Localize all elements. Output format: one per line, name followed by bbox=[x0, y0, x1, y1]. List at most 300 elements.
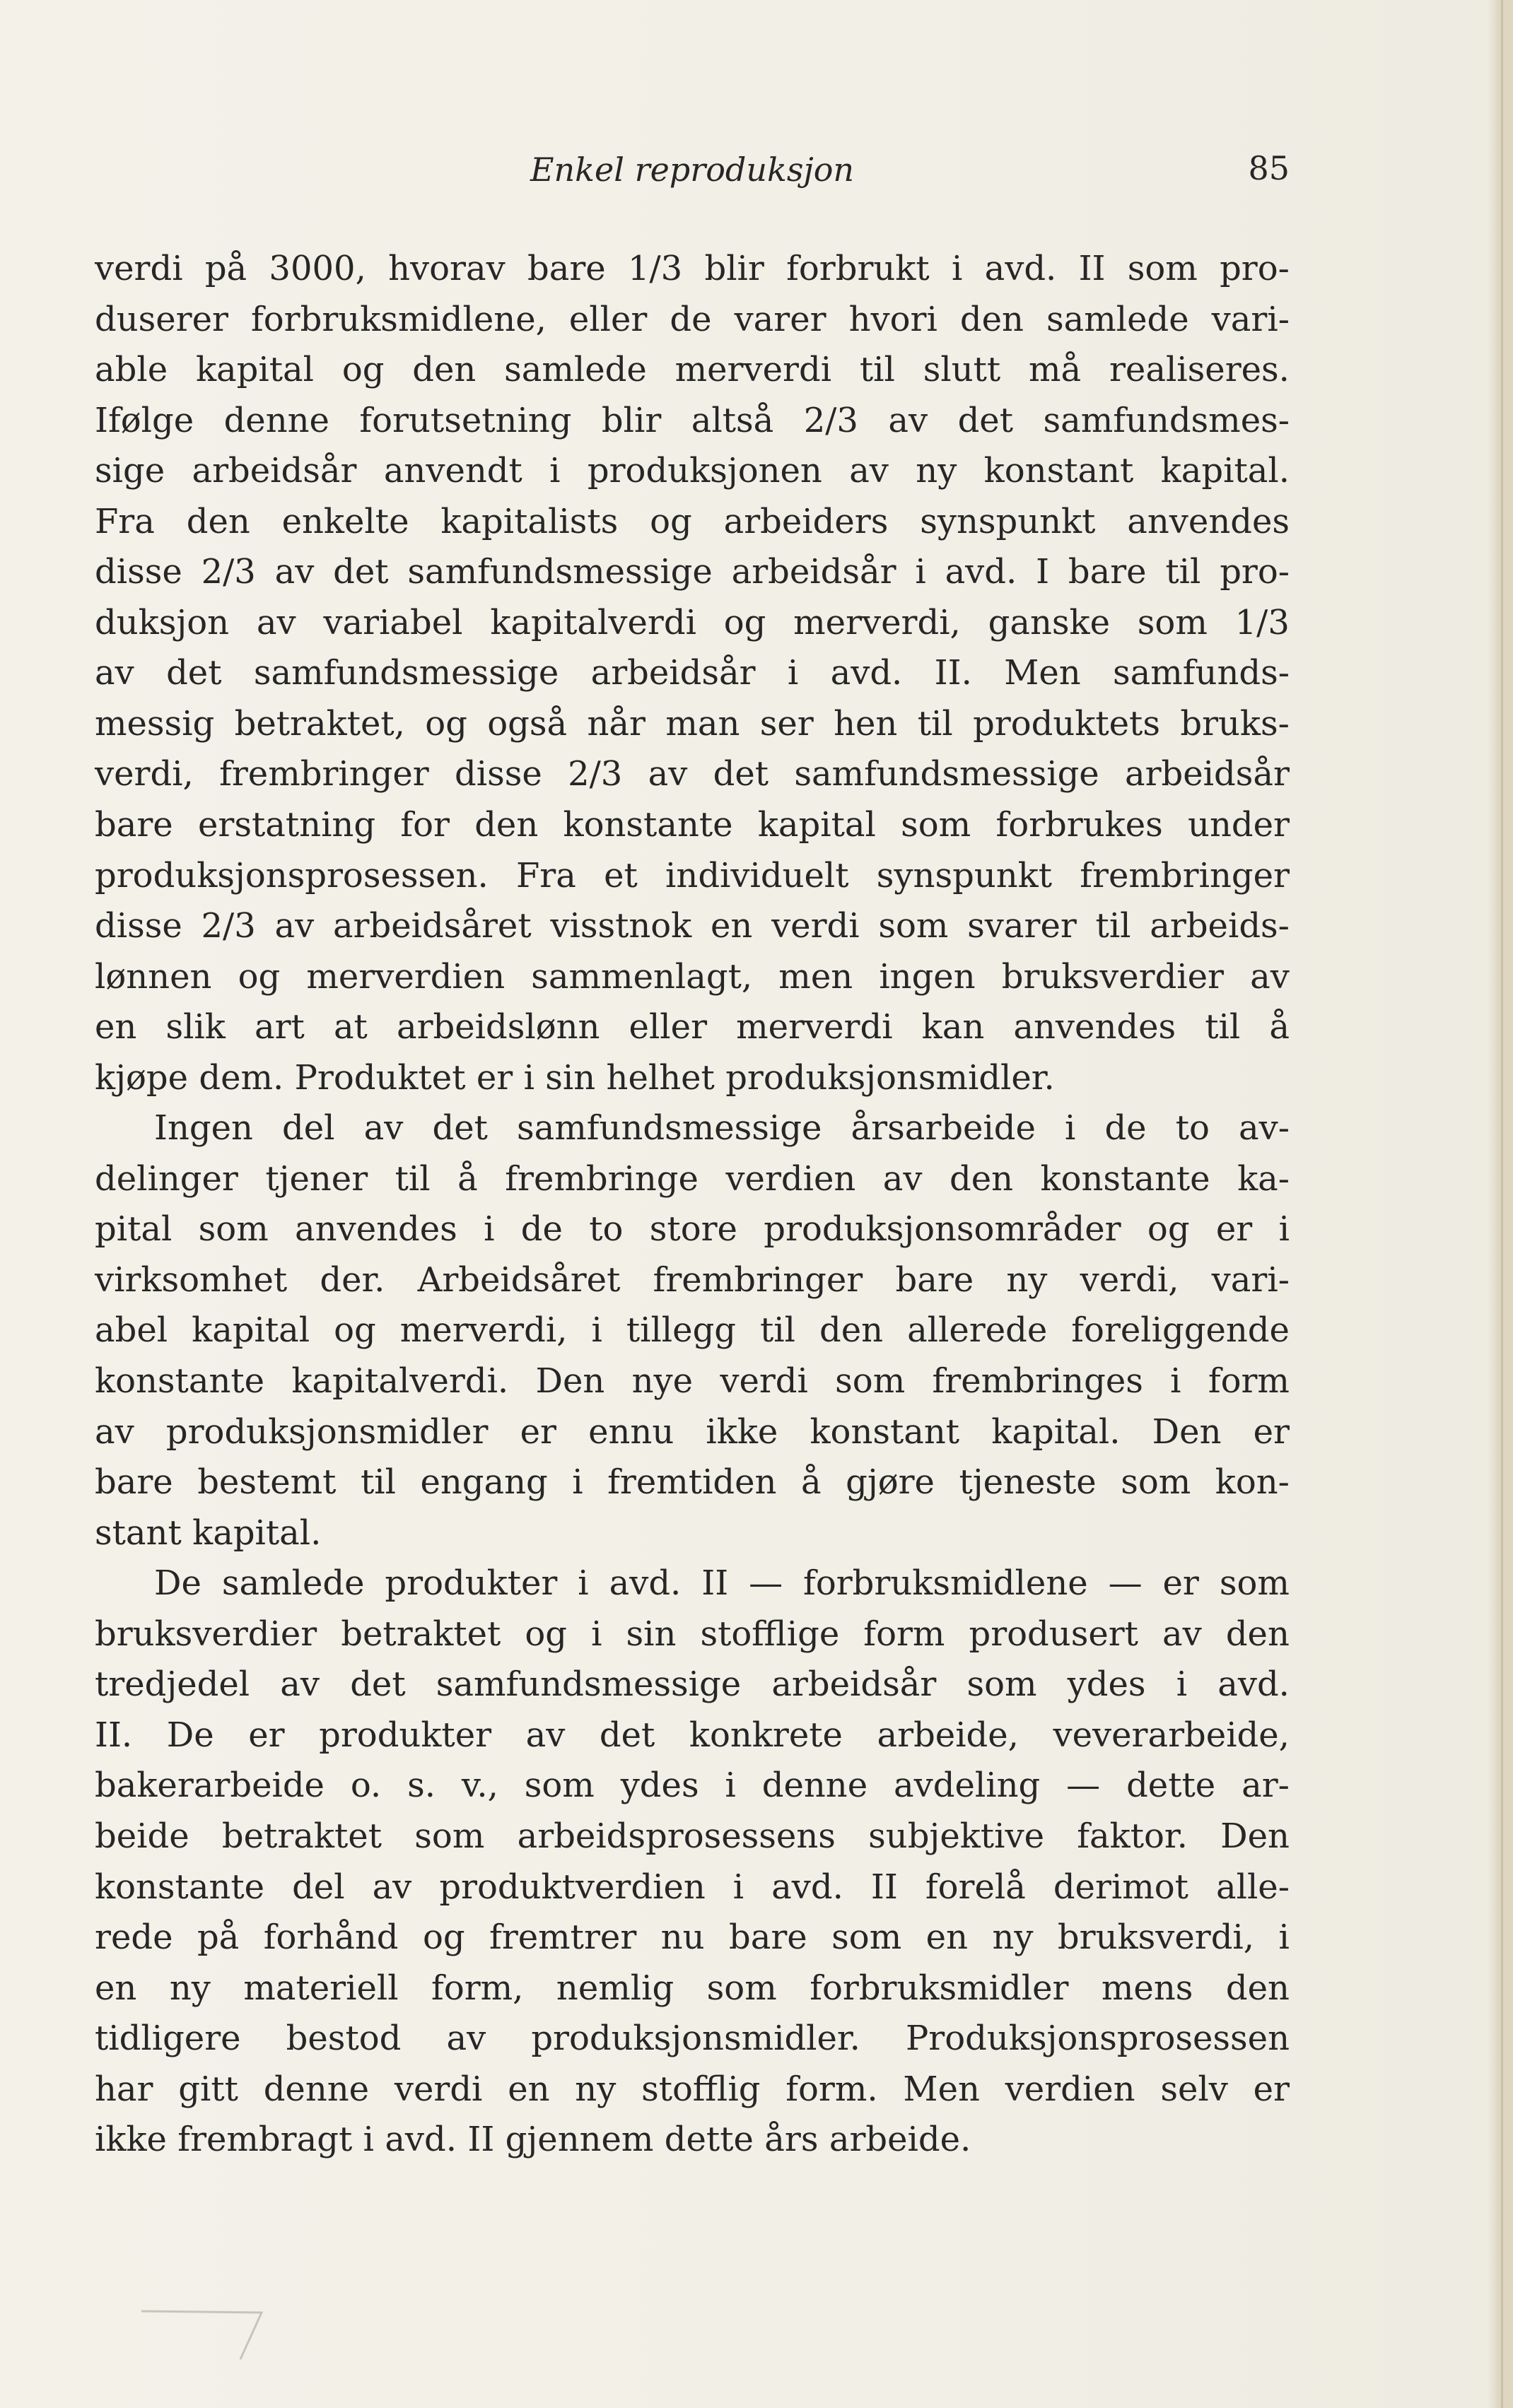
word: i bbox=[725, 1766, 736, 1806]
text-line bbox=[95, 699, 1290, 750]
word: alle- bbox=[1215, 1867, 1290, 1907]
word: vari- bbox=[1211, 1259, 1290, 1300]
word: stant bbox=[95, 1513, 182, 1553]
word: stofflig bbox=[641, 2069, 761, 2109]
word: sige bbox=[95, 451, 165, 491]
word: bruksverdier bbox=[1001, 956, 1224, 997]
word: fremtiden bbox=[607, 1462, 777, 1503]
word: kjøpe bbox=[95, 1057, 188, 1098]
word: i bbox=[1170, 1361, 1181, 1402]
word: som bbox=[706, 1968, 777, 2008]
text-line bbox=[95, 244, 1290, 295]
word: produkter bbox=[385, 1563, 558, 1604]
word: det bbox=[713, 754, 769, 794]
word: verdi bbox=[394, 2069, 483, 2109]
word: lønnen bbox=[95, 956, 212, 997]
word: allerede bbox=[907, 1310, 1048, 1351]
word: den bbox=[959, 299, 1024, 339]
word: produktets bbox=[973, 703, 1160, 744]
word: ganske bbox=[988, 602, 1110, 642]
word: betraktet bbox=[341, 1614, 501, 1654]
word: Den bbox=[1220, 1816, 1290, 1856]
word: Ifølge bbox=[95, 400, 194, 440]
word: og bbox=[425, 703, 467, 744]
word: verdi bbox=[771, 906, 860, 946]
word: Fra bbox=[515, 855, 576, 895]
word: man bbox=[665, 703, 740, 744]
word: er bbox=[1253, 1411, 1290, 1452]
word: kapital. bbox=[991, 1411, 1121, 1452]
word: kapital. bbox=[1160, 451, 1290, 491]
word: merverdi bbox=[674, 350, 832, 390]
word: realiseres. bbox=[1109, 350, 1290, 390]
word: av bbox=[882, 1158, 923, 1199]
word: gjennem bbox=[505, 2120, 654, 2160]
text-line bbox=[95, 1508, 1290, 1559]
word: produkter bbox=[319, 1715, 492, 1755]
word: kon- bbox=[1215, 1462, 1290, 1503]
word: de bbox=[670, 299, 712, 339]
page-edge-shadow bbox=[1488, 0, 1513, 2408]
word: og bbox=[1147, 1209, 1190, 1250]
word: som bbox=[835, 1361, 906, 1402]
word: konkrete bbox=[689, 1715, 843, 1755]
word: frembringer bbox=[1080, 855, 1290, 895]
word: avd. bbox=[1217, 1664, 1290, 1705]
word: konstante bbox=[95, 1361, 265, 1402]
word: avd. bbox=[984, 249, 1057, 288]
text-line bbox=[95, 2115, 1290, 2166]
word: ingen bbox=[879, 956, 976, 997]
word: å bbox=[1269, 1007, 1290, 1047]
word: 2/3 bbox=[803, 400, 858, 440]
word: på bbox=[204, 249, 247, 288]
word: bare bbox=[895, 1259, 974, 1300]
word: verdien bbox=[725, 1158, 856, 1199]
word: av bbox=[274, 906, 315, 946]
word: i bbox=[572, 1462, 583, 1503]
word: betraktet bbox=[221, 1816, 382, 1856]
word: arbeidsår bbox=[771, 1664, 937, 1705]
word: arbeids- bbox=[1150, 906, 1290, 946]
text-line bbox=[95, 547, 1290, 598]
word: disse bbox=[95, 552, 182, 592]
word: bruksverdi, bbox=[1057, 1917, 1255, 1958]
word: altså bbox=[691, 400, 774, 440]
word: dette bbox=[664, 2120, 754, 2160]
word: stofflige bbox=[700, 1614, 840, 1654]
word: forbrukt bbox=[786, 249, 930, 288]
text-line bbox=[95, 345, 1290, 396]
word: — bbox=[749, 1563, 783, 1604]
word: avdeling bbox=[894, 1766, 1041, 1806]
text-line bbox=[95, 648, 1290, 699]
word: kan bbox=[921, 1007, 985, 1047]
word: selv bbox=[1160, 2069, 1228, 2109]
word: den bbox=[474, 805, 539, 845]
word: 2/3 bbox=[201, 552, 256, 592]
word: engang bbox=[420, 1462, 548, 1503]
word: arbeidsår bbox=[731, 552, 896, 592]
word: beide bbox=[95, 1816, 189, 1856]
word: II bbox=[701, 1563, 729, 1604]
word: den bbox=[412, 350, 477, 390]
word: ny bbox=[992, 1917, 1034, 1958]
word: til bbox=[1205, 1007, 1241, 1047]
word: samfundsmessige bbox=[407, 552, 713, 592]
word: arbeide, bbox=[877, 1715, 1019, 1755]
word: som bbox=[966, 1664, 1037, 1705]
word: som bbox=[1137, 602, 1208, 642]
word: årsarbeide bbox=[851, 1108, 1036, 1149]
word: verdien bbox=[1005, 2069, 1135, 2109]
word: på bbox=[197, 1917, 240, 1958]
running-title: Enkel reproduksjon bbox=[530, 151, 855, 189]
word: slik bbox=[165, 1007, 226, 1047]
word: synspunkt bbox=[876, 855, 1053, 895]
pencil-mark bbox=[127, 2276, 297, 2361]
word: i bbox=[787, 653, 799, 693]
text-line bbox=[95, 1154, 1290, 1205]
word: å bbox=[457, 1158, 478, 1199]
text-line bbox=[95, 1204, 1290, 1255]
text-line bbox=[95, 749, 1290, 800]
word: i bbox=[484, 1209, 495, 1250]
word: konstante bbox=[563, 805, 733, 845]
word: produksjonsområder bbox=[764, 1209, 1121, 1250]
word: hen bbox=[834, 703, 898, 744]
text-line bbox=[95, 1862, 1290, 1913]
text-line bbox=[95, 396, 1290, 447]
word: kapital bbox=[757, 805, 876, 845]
word: som bbox=[414, 1816, 485, 1856]
word: arbeidsår bbox=[590, 653, 756, 693]
word: art bbox=[254, 1007, 305, 1047]
word: avd. bbox=[385, 2120, 457, 2160]
word: og bbox=[422, 1917, 465, 1958]
word: avd. bbox=[609, 1563, 682, 1604]
word: visstnok bbox=[550, 906, 692, 946]
word: dette bbox=[1126, 1766, 1216, 1806]
word: slutt bbox=[923, 350, 1001, 390]
word: i bbox=[915, 552, 926, 592]
word: som bbox=[1219, 1563, 1290, 1604]
word: det bbox=[333, 552, 389, 592]
word: i bbox=[1064, 1108, 1076, 1149]
text-line bbox=[95, 1457, 1290, 1508]
word: gitt bbox=[178, 2069, 238, 2109]
word: de bbox=[520, 1209, 563, 1250]
word: er bbox=[476, 1057, 513, 1098]
word: samfundsmes- bbox=[1043, 400, 1290, 440]
text-line bbox=[95, 1002, 1290, 1053]
word: v., bbox=[461, 1766, 498, 1806]
word: verdi bbox=[720, 1361, 808, 1402]
word: samlede bbox=[504, 350, 647, 390]
word: pital bbox=[95, 1209, 173, 1250]
word: i bbox=[578, 1563, 589, 1604]
word: hvorav bbox=[388, 249, 506, 288]
word: som bbox=[1121, 1462, 1191, 1503]
word: samlede bbox=[221, 1563, 365, 1604]
word: bruksverdier bbox=[95, 1614, 317, 1654]
word: til bbox=[859, 350, 895, 390]
word: til bbox=[395, 1158, 431, 1199]
text-line bbox=[95, 497, 1290, 548]
word: av bbox=[274, 552, 315, 592]
word: Produksjonsprosessen bbox=[905, 2019, 1290, 2059]
word: verdi, bbox=[95, 754, 194, 794]
word: når bbox=[587, 703, 645, 744]
word: faktor. bbox=[1077, 1816, 1188, 1856]
word: hvori bbox=[848, 299, 937, 339]
word: merverdi bbox=[736, 1007, 893, 1047]
word: ikke bbox=[706, 1411, 778, 1452]
word: en bbox=[95, 1007, 137, 1047]
word: forbruksmidlene, bbox=[251, 299, 547, 339]
word: 3000, bbox=[269, 249, 366, 288]
word: den bbox=[1225, 1968, 1290, 2008]
word: samfundsmessige bbox=[794, 754, 1099, 794]
word: produksjonsprosessen. bbox=[95, 855, 489, 895]
word: bestemt bbox=[197, 1462, 337, 1503]
word: denne bbox=[223, 400, 329, 440]
word: Men bbox=[1004, 653, 1081, 693]
word: og bbox=[525, 1614, 568, 1654]
word: merverdi, bbox=[793, 602, 961, 642]
word: virksomhet bbox=[95, 1259, 288, 1300]
word: kapital bbox=[192, 1310, 310, 1351]
word: sin bbox=[545, 1057, 596, 1098]
word: denne bbox=[263, 2069, 370, 2109]
word: II bbox=[1078, 249, 1106, 288]
word: avd. bbox=[830, 653, 903, 693]
word: varer bbox=[734, 299, 826, 339]
word: der. bbox=[320, 1259, 385, 1300]
word: bestod bbox=[286, 2019, 402, 2059]
word: er bbox=[520, 1411, 556, 1452]
word: som bbox=[878, 906, 949, 946]
word: derimot bbox=[1053, 1867, 1188, 1907]
word: i bbox=[591, 1614, 602, 1654]
word: det bbox=[350, 1664, 406, 1705]
word: til bbox=[1095, 906, 1131, 946]
word: nye bbox=[631, 1361, 694, 1402]
word: 1/3 bbox=[627, 249, 683, 288]
word: pro- bbox=[1220, 249, 1290, 288]
word: anvendt bbox=[383, 451, 522, 491]
text-line bbox=[95, 598, 1290, 649]
word: I bbox=[1036, 552, 1050, 592]
word: disse bbox=[95, 906, 182, 946]
word: produktverdien bbox=[439, 1867, 706, 1907]
text-line bbox=[95, 2014, 1290, 2065]
word: kapitalverdi. bbox=[291, 1361, 509, 1402]
word: under bbox=[1188, 805, 1290, 845]
running-head bbox=[95, 139, 1290, 202]
word: sin bbox=[626, 1614, 677, 1654]
word: eller bbox=[629, 1007, 708, 1047]
text-line bbox=[95, 1710, 1290, 1761]
word: av bbox=[648, 754, 688, 794]
word: frembringe bbox=[505, 1158, 699, 1199]
word: blir bbox=[704, 249, 764, 288]
word: — bbox=[1108, 1563, 1143, 1604]
word: Den bbox=[1152, 1411, 1222, 1452]
word: i bbox=[1176, 1664, 1188, 1705]
word: eller bbox=[568, 299, 648, 339]
word: har bbox=[95, 2069, 153, 2109]
word: del bbox=[292, 1867, 345, 1907]
word: forhånd bbox=[263, 1917, 399, 1958]
word: duksjon bbox=[95, 602, 230, 642]
word: anvendes bbox=[1127, 501, 1290, 541]
text-line bbox=[95, 851, 1290, 902]
word: form, bbox=[431, 1968, 524, 2008]
word: bare bbox=[1068, 552, 1147, 592]
word: kapital. bbox=[192, 1513, 322, 1553]
word: som bbox=[524, 1766, 595, 1806]
word: verdi bbox=[95, 249, 183, 288]
word: to bbox=[589, 1209, 624, 1250]
word: og bbox=[723, 602, 766, 642]
text-line bbox=[95, 295, 1290, 346]
word: til bbox=[760, 1310, 796, 1351]
word: ennu bbox=[588, 1411, 674, 1452]
word: subjektive bbox=[868, 1816, 1044, 1856]
word: bare bbox=[95, 805, 173, 845]
word: forbrukes bbox=[995, 805, 1163, 845]
word: av bbox=[363, 1108, 404, 1149]
word: bare bbox=[729, 1917, 807, 1958]
body-text bbox=[95, 244, 1290, 2166]
word: ydes bbox=[620, 1766, 699, 1806]
word: Ingen bbox=[154, 1108, 253, 1149]
word: det bbox=[432, 1108, 488, 1149]
text-line bbox=[95, 1913, 1290, 1963]
word: og bbox=[341, 350, 385, 390]
word: samfundsmessige bbox=[253, 653, 559, 693]
word: at bbox=[333, 1007, 368, 1047]
word: ny bbox=[916, 451, 957, 491]
text-line bbox=[95, 901, 1290, 952]
word: å bbox=[800, 1462, 822, 1503]
word: til bbox=[1165, 552, 1201, 592]
word: samfunds- bbox=[1113, 653, 1290, 693]
word: av bbox=[256, 602, 296, 642]
word: form bbox=[863, 1614, 945, 1654]
word: to bbox=[1175, 1108, 1210, 1149]
word: produksjonsmidler. bbox=[531, 2019, 860, 2059]
word: II. bbox=[95, 1715, 133, 1755]
text-line bbox=[95, 1660, 1290, 1710]
word: kapital bbox=[195, 350, 314, 390]
word: II bbox=[870, 1867, 898, 1907]
word: som bbox=[831, 1917, 902, 1958]
word: variabel bbox=[323, 602, 463, 642]
word: en bbox=[508, 2069, 550, 2109]
word: samfundsmessige bbox=[436, 1664, 742, 1705]
word: forbruksmidler bbox=[810, 1968, 1069, 2008]
word: i bbox=[732, 1867, 744, 1907]
word: av- bbox=[1239, 1108, 1290, 1149]
text-line bbox=[95, 1103, 1290, 1154]
word: able bbox=[95, 350, 168, 390]
word: frembringes bbox=[932, 1361, 1143, 1402]
word: er bbox=[1215, 1209, 1253, 1250]
word: ydes bbox=[1067, 1664, 1146, 1705]
word: tjener bbox=[265, 1158, 368, 1199]
word: avd. bbox=[771, 1867, 843, 1907]
word: materiell bbox=[243, 1968, 399, 2008]
word: av bbox=[849, 451, 889, 491]
word: arbeidsår bbox=[192, 451, 357, 491]
word: en bbox=[95, 1968, 137, 2008]
word: delinger bbox=[95, 1158, 238, 1199]
word: også bbox=[487, 703, 568, 744]
word: som bbox=[198, 1209, 269, 1250]
word: men bbox=[778, 956, 853, 997]
word: års bbox=[764, 2120, 819, 2160]
word: 2/3 bbox=[568, 754, 623, 794]
word: ka- bbox=[1237, 1158, 1290, 1199]
word: samfundsmessige bbox=[517, 1108, 822, 1149]
word: av bbox=[280, 1664, 320, 1705]
word: av bbox=[1250, 956, 1290, 997]
word: form bbox=[1208, 1361, 1290, 1402]
page-number: 85 bbox=[1248, 149, 1290, 187]
word: o. bbox=[350, 1766, 382, 1806]
word: samlede bbox=[1046, 299, 1189, 339]
word: til bbox=[360, 1462, 396, 1503]
word: frembragt bbox=[177, 2120, 353, 2160]
word: ny bbox=[1006, 1259, 1048, 1300]
word: merverdi, bbox=[399, 1310, 568, 1351]
word: abel bbox=[95, 1310, 168, 1351]
word: rede bbox=[95, 1917, 173, 1958]
word: av bbox=[525, 1715, 566, 1755]
word: bruks- bbox=[1180, 703, 1290, 744]
word: frembringer bbox=[219, 754, 429, 794]
word: 2/3 bbox=[201, 906, 256, 946]
word: kapitalists bbox=[440, 501, 619, 541]
word: av bbox=[372, 1867, 412, 1907]
word: Men bbox=[903, 2069, 980, 2109]
word: anvendes bbox=[295, 1209, 457, 1250]
word: de bbox=[1104, 1108, 1147, 1149]
word: blir bbox=[601, 400, 662, 440]
word: av bbox=[1162, 1614, 1202, 1654]
word: erstatning bbox=[197, 805, 376, 845]
word: en bbox=[925, 1917, 968, 1958]
word: arbeidsprosessens bbox=[517, 1816, 836, 1856]
text-line bbox=[95, 1053, 1290, 1104]
word: verdi, bbox=[1080, 1259, 1179, 1300]
word: fremtrer bbox=[489, 1917, 637, 1958]
word: produksjonsmidler. bbox=[725, 1057, 1055, 1098]
word: synspunkt bbox=[920, 501, 1096, 541]
word: enkelte bbox=[281, 501, 409, 541]
word: forutsetning bbox=[359, 400, 572, 440]
word: i bbox=[363, 2120, 374, 2160]
word: arbeide. bbox=[829, 2120, 971, 2160]
text-line bbox=[95, 1609, 1290, 1660]
word: tillegg bbox=[626, 1310, 737, 1351]
word: Produktet bbox=[294, 1057, 466, 1098]
word: del bbox=[282, 1108, 335, 1149]
word: messig bbox=[95, 703, 215, 744]
word: og bbox=[334, 1310, 376, 1351]
